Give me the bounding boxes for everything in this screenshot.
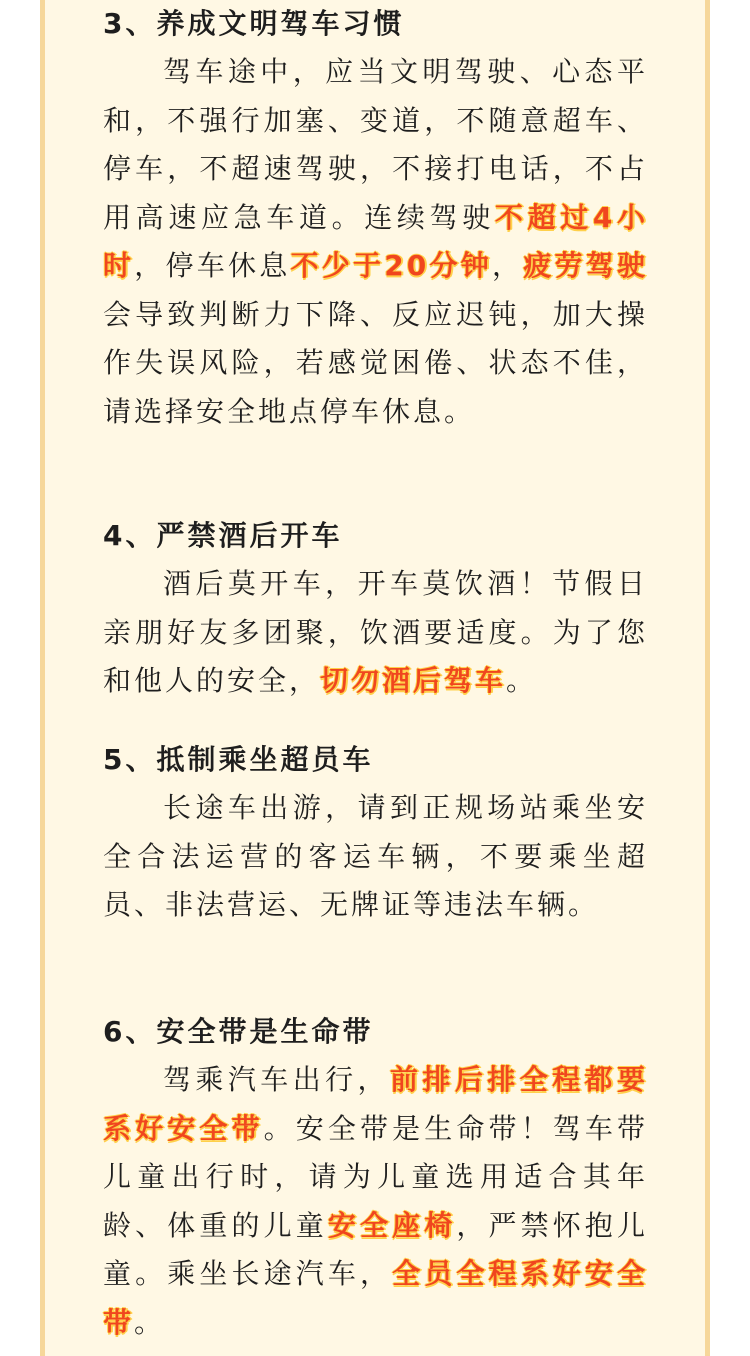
- section-heading: 6、安全带是生命带: [103, 1015, 374, 1048]
- section-seatbelt: [103, 1008, 648, 1347]
- highlight-text: 全员全程系好安全带: [103, 1257, 648, 1339]
- section-heading: 4、严禁酒后开车: [103, 519, 343, 552]
- section-paragraph: [103, 1056, 648, 1347]
- panel-border-right: [705, 0, 710, 1356]
- paragraph-text: 。安全带是生命带！驾车带儿童出行时，请为儿童选用适合其年龄、体重的儿童: [103, 1111, 648, 1242]
- highlight-text: 不超过4小时: [103, 200, 648, 282]
- highlight-text: 前排后排全程都要系好安全带: [103, 1063, 648, 1145]
- highlight-text: 安全座椅: [327, 1208, 457, 1242]
- paragraph-text: ，: [491, 249, 524, 282]
- section-heading: 5、抵制乘坐超员车: [103, 743, 374, 776]
- paragraph-text: ，严禁怀抱儿童。乘坐长途汽车，: [103, 1208, 648, 1290]
- highlight-text: 不少于20分钟: [290, 249, 492, 282]
- paragraph-text: 长途车出游，请到正规场站乘坐安全合法运营的客运车辆，不要乘坐超员、非法营运、无牌证等违法车辆。: [103, 791, 648, 921]
- section-no-overloaded-vehicles: [103, 736, 648, 930]
- section-paragraph: [103, 784, 648, 930]
- paragraph-text: 驾车途中，应当文明驾驶、心态平和，不强行加塞、变道，不随意超车、停车，不超速驾驶，不接打电话，不占用高速应急车道。连续驾驶: [103, 55, 648, 234]
- highlight-text: 疲劳驾驶: [523, 249, 648, 282]
- paragraph-text: ，停车休息: [134, 249, 291, 282]
- highlight-text: 切勿酒后驾车: [320, 664, 507, 697]
- section-paragraph: [103, 48, 648, 436]
- paragraph-text: 驾乘汽车出行，: [163, 1063, 390, 1096]
- section-civilized-driving: [103, 0, 648, 436]
- section-heading: 3、养成文明驾车习惯: [103, 7, 405, 40]
- paragraph-text: 会导致判断力下降、反应迟钝，加大操作失误风险，若感觉困倦、状态不佳，请选择安全地点停车休息。: [103, 297, 648, 428]
- paragraph-text: 。: [506, 664, 538, 697]
- paragraph-text: 酒后莫开车，开车莫饮酒！节假日亲朋好友多团聚，饮酒要适度。为了您和他人的安全，: [103, 567, 648, 697]
- section-no-drunk-driving: [103, 512, 648, 706]
- section-paragraph: [103, 560, 648, 706]
- paragraph-text: 。: [134, 1305, 166, 1339]
